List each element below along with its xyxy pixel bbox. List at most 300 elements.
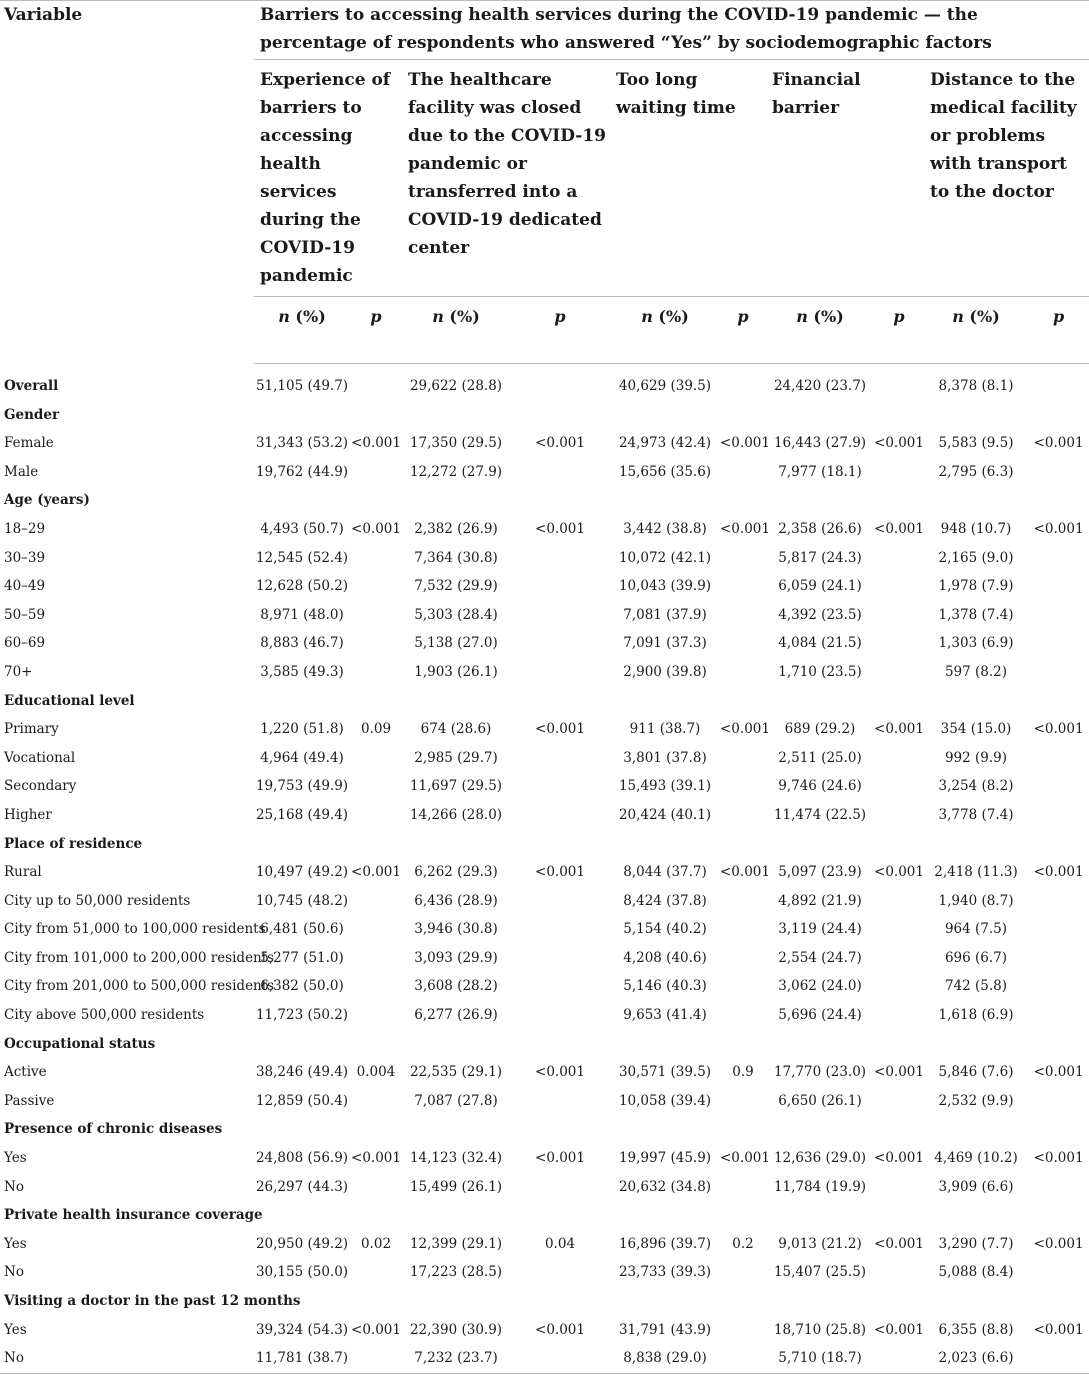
count-percent-cell: 4,084 (21.5): [778, 635, 862, 652]
p-value-cell: <0.001: [874, 435, 924, 452]
p-value-cell: <0.001: [720, 721, 770, 738]
p-value-cell: [350, 1258, 402, 1287]
count-percent-cell: 1,220 (51.8): [260, 721, 344, 738]
p-value-cell: [874, 629, 924, 658]
count-percent-cell: 689 (29.2): [784, 721, 856, 738]
count-percent-cell: 4,892 (21.9): [778, 892, 862, 909]
p-value-cell: <0.001: [535, 1150, 585, 1167]
row-label: City from 51,000 to 100,000 residents: [4, 921, 266, 938]
p-value-cell: <0.001: [874, 1150, 924, 1167]
p-value-cell: <0.001: [874, 1235, 924, 1252]
p-value-cell: [1028, 772, 1089, 801]
p-value-cell: [1028, 1258, 1089, 1287]
row-label: 60–69: [4, 635, 46, 652]
p-value-cell: [350, 744, 402, 773]
count-percent-cell: 8,838 (29.0): [610, 1344, 720, 1373]
table-row: [0, 772, 1089, 801]
count-percent-cell: 7,087 (27.8): [414, 1092, 498, 1109]
p-value-cell: <0.001: [720, 435, 770, 452]
count-percent-cell: 10,072 (42.1): [618, 549, 712, 566]
count-percent-cell: 5,817 (24.3): [778, 549, 862, 566]
p-value-cell: [510, 944, 610, 973]
p-value-cell: [510, 1173, 610, 1202]
p-value-cell: [1028, 364, 1089, 401]
p-value-cell: [510, 915, 610, 944]
p-value-cell: [510, 972, 610, 1001]
row-label: City from 201,000 to 500,000 residents: [4, 978, 275, 995]
row-label: Yes: [4, 1235, 27, 1252]
p-value-cell: [510, 1344, 610, 1373]
table-row: [0, 1316, 1089, 1345]
p-value-cell: [874, 1087, 924, 1116]
p-value-cell: [874, 1173, 924, 1202]
count-percent-cell: 12,545 (52.4): [255, 549, 349, 566]
p-value-cell: [874, 572, 924, 601]
p-symbol: p: [737, 307, 749, 326]
row-label: 30–39: [4, 549, 46, 566]
p-value-cell: [874, 1001, 924, 1030]
count-percent-cell: 8,883 (46.7): [260, 635, 344, 652]
count-percent-cell: 1,378 (7.4): [938, 606, 1014, 623]
count-percent-cell: 6,650 (26.1): [778, 1092, 862, 1109]
count-percent-cell: 2,795 (6.3): [938, 463, 1014, 480]
p-value-cell: [720, 458, 766, 487]
count-percent-cell: 39,324 (54.3): [255, 1321, 349, 1338]
n-symbol: n: [432, 307, 444, 326]
p-value-cell: [720, 1344, 766, 1373]
count-percent-cell: 911 (38.7): [629, 721, 701, 738]
count-percent-cell: 12,272 (27.9): [409, 463, 503, 480]
count-percent-cell: 948 (10.7): [940, 520, 1012, 537]
count-percent-cell: 5,154 (40.2): [623, 921, 707, 938]
p-value-cell: [720, 1087, 766, 1116]
p-value-cell: <0.001: [535, 520, 585, 537]
section-header-row: [0, 1115, 1089, 1144]
count-percent-cell: 6,382 (50.0): [260, 978, 344, 995]
count-percent-cell: 5,138 (27.0): [414, 635, 498, 652]
count-percent-cell: 6,059 (24.1): [778, 578, 862, 595]
p-value-cell: [874, 658, 924, 687]
count-percent-cell: 5,710 (18.7): [766, 1344, 874, 1373]
count-percent-cell: 3,608 (28.2): [414, 978, 498, 995]
count-percent-cell: 17,223 (28.5): [409, 1264, 503, 1281]
percent-label: (%): [963, 307, 1000, 326]
row-label: City up to 50,000 residents: [4, 892, 191, 909]
p-value-cell: [720, 1001, 766, 1030]
count-percent-cell: 8,378 (8.1): [938, 378, 1014, 394]
percent-label: (%): [652, 307, 689, 326]
percent-label: (%): [443, 307, 480, 326]
section-label: Educational level: [4, 692, 135, 709]
p-value-cell: <0.001: [535, 1321, 585, 1338]
column-header-facility-closed: The healthcare facility was closed due to the COVID-19 pandemic or transferred into a COVID-19 dedicated center: [402, 60, 610, 297]
count-percent-cell: 2,532 (9.9): [938, 1092, 1014, 1109]
section-header-row: [0, 1030, 1089, 1059]
p-value-cell: [720, 629, 766, 658]
n-percent-subheader: [254, 297, 350, 364]
p-value-cell: <0.001: [351, 520, 401, 537]
count-percent-cell: 6,481 (50.6): [260, 921, 344, 938]
count-percent-cell: 29,622 (28.8): [409, 378, 503, 394]
table-row: [0, 1173, 1089, 1202]
column-header-financial: Financial barrier: [766, 60, 924, 297]
count-percent-cell: 1,710 (23.5): [778, 663, 862, 680]
p-value-cell: <0.001: [720, 520, 770, 537]
p-value-cell: [720, 544, 766, 573]
p-value-subheader: [720, 297, 766, 364]
p-value-cell: [350, 1001, 402, 1030]
count-percent-cell: 7,081 (37.9): [623, 606, 707, 623]
p-value-cell: [720, 887, 766, 916]
row-label: 70+: [4, 663, 33, 680]
table-header: [0, 1, 1089, 364]
table-row: [0, 744, 1089, 773]
count-percent-cell: 31,791 (43.9): [618, 1321, 712, 1338]
p-value-cell: [350, 544, 402, 573]
p-value-subheader: [510, 297, 610, 364]
count-percent-cell: 10,745 (48.2): [255, 892, 349, 909]
table-row: [0, 1058, 1089, 1087]
table-row: [0, 858, 1089, 887]
n-percent-subheader: [610, 297, 720, 364]
p-value-cell: [510, 572, 610, 601]
table-row: [0, 458, 1089, 487]
count-percent-cell: 7,091 (37.3): [623, 635, 707, 652]
count-percent-cell: 674 (28.6): [420, 721, 492, 738]
p-value-cell: [1028, 1087, 1089, 1116]
count-percent-cell: 964 (7.5): [944, 921, 1008, 938]
n-percent-subheader: [766, 297, 874, 364]
count-percent-cell: 19,762 (44.9): [255, 463, 349, 480]
p-symbol: p: [1052, 307, 1065, 326]
p-value-cell: [350, 1173, 402, 1202]
count-percent-cell: 38,246 (49.4): [255, 1064, 349, 1081]
p-value-cell: [1028, 887, 1089, 916]
p-value-cell: [510, 364, 610, 401]
p-value-cell: [350, 1087, 402, 1116]
count-percent-cell: 3,909 (6.6): [938, 1178, 1014, 1195]
count-percent-cell: 3,778 (7.4): [938, 806, 1014, 823]
count-percent-cell: 3,254 (8.2): [938, 778, 1014, 795]
count-percent-cell: 51,105 (49.7): [255, 378, 349, 394]
p-value-cell: <0.001: [874, 1321, 924, 1338]
count-percent-cell: 11,781 (38.7): [254, 1344, 350, 1373]
section-header-row: [0, 486, 1089, 515]
p-value-cell: [874, 944, 924, 973]
section-label: Place of residence: [4, 835, 143, 852]
p-value-cell: [350, 915, 402, 944]
p-value-cell: [720, 1258, 766, 1287]
row-label: Vocational: [4, 749, 76, 766]
count-percent-cell: 19,753 (49.9): [255, 778, 349, 795]
table-row: [0, 429, 1089, 458]
p-value-cell: [874, 972, 924, 1001]
section-header-row: [0, 1287, 1089, 1316]
p-value-cell: 0.02: [360, 1235, 392, 1252]
count-percent-cell: 354 (15.0): [940, 721, 1012, 738]
p-value-cell: [350, 458, 402, 487]
count-percent-cell: 7,532 (29.9): [414, 578, 498, 595]
p-value-cell: [350, 887, 402, 916]
row-label: Rural: [4, 864, 42, 881]
count-percent-cell: 2,554 (24.7): [778, 949, 862, 966]
count-percent-cell: 11,474 (22.5): [773, 806, 867, 823]
row-label: Higher: [4, 806, 52, 823]
p-value-cell: [720, 572, 766, 601]
table-row: [0, 658, 1089, 687]
count-percent-cell: 1,940 (8.7): [938, 892, 1014, 909]
count-percent-cell: 22,535 (29.1): [409, 1064, 503, 1081]
row-label: No: [4, 1178, 24, 1195]
count-percent-cell: 3,442 (38.8): [623, 520, 707, 537]
row-label: No: [4, 1264, 24, 1281]
section-label: Private health insurance coverage: [4, 1207, 263, 1224]
p-value-cell: [350, 629, 402, 658]
section-header-row: [0, 687, 1089, 716]
p-value-cell: <0.001: [720, 1150, 770, 1167]
p-value-cell: [1028, 601, 1089, 630]
row-label: Overall: [4, 377, 59, 394]
p-value-subheader: [874, 297, 924, 364]
p-value-cell: <0.001: [535, 721, 585, 738]
p-value-cell: [874, 772, 924, 801]
p-value-cell: [720, 601, 766, 630]
count-percent-cell: 10,497 (49.2): [255, 864, 349, 881]
p-value-cell: [350, 572, 402, 601]
variable-column-header: Variable: [4, 5, 83, 25]
p-value-cell: [350, 972, 402, 1001]
p-value-cell: [510, 658, 610, 687]
count-percent-cell: 1,618 (6.9): [938, 1007, 1014, 1024]
column-header-experience: Experience of barriers to accessing health services during the COVID-19 pandemic: [254, 60, 402, 297]
table-row: [0, 572, 1089, 601]
count-percent-cell: 5,146 (40.3): [623, 978, 707, 995]
p-value-cell: <0.001: [535, 864, 585, 881]
p-symbol: p: [370, 307, 382, 326]
p-value-cell: [874, 1258, 924, 1287]
count-percent-cell: 14,266 (28.0): [409, 806, 503, 823]
count-percent-cell: 3,946 (30.8): [414, 921, 498, 938]
count-percent-cell: 992 (9.9): [944, 749, 1008, 766]
p-value-cell: <0.001: [874, 1064, 924, 1081]
count-percent-cell: 696 (6.7): [944, 949, 1008, 966]
percent-label: (%): [807, 307, 844, 326]
count-percent-cell: 20,424 (40.1): [618, 806, 712, 823]
p-value-cell: <0.001: [351, 864, 401, 881]
table-row: [0, 364, 1089, 401]
count-percent-cell: 2,382 (26.9): [414, 520, 498, 537]
p-value-cell: [720, 801, 766, 830]
table-row: [0, 1344, 1089, 1373]
table-row: [0, 601, 1089, 630]
p-value-cell: <0.001: [351, 435, 401, 452]
count-percent-cell: 4,469 (10.2): [934, 1150, 1018, 1167]
count-percent-cell: 26,297 (44.3): [255, 1178, 349, 1195]
p-value-cell: [720, 972, 766, 1001]
p-value-cell: [720, 915, 766, 944]
count-percent-cell: 7,977 (18.1): [778, 463, 862, 480]
count-percent-cell: 2,023 (6.6): [924, 1344, 1028, 1373]
row-label: Yes: [4, 1150, 27, 1167]
table-row: [0, 944, 1089, 973]
count-percent-cell: 5,696 (24.4): [778, 1007, 862, 1024]
p-value-cell: 0.004: [356, 1064, 396, 1081]
count-percent-cell: 1,303 (6.9): [938, 635, 1014, 652]
count-percent-cell: 16,443 (27.9): [773, 435, 867, 452]
count-percent-cell: 9,013 (21.2): [778, 1235, 862, 1252]
count-percent-cell: 24,973 (42.4): [618, 435, 712, 452]
count-percent-cell: 9,653 (41.4): [623, 1007, 707, 1024]
p-value-cell: <0.001: [351, 1150, 401, 1167]
p-value-cell: 0.04: [544, 1235, 576, 1252]
count-percent-cell: 5,088 (8.4): [938, 1264, 1014, 1281]
count-percent-cell: 8,971 (48.0): [260, 606, 344, 623]
count-percent-cell: 7,232 (23.7): [402, 1344, 510, 1373]
row-label: Active: [4, 1064, 47, 1081]
row-label: Passive: [4, 1092, 55, 1109]
p-value-cell: [1028, 1344, 1089, 1373]
count-percent-cell: 3,119 (24.4): [778, 921, 862, 938]
count-percent-cell: 3,585 (49.3): [260, 663, 344, 680]
count-percent-cell: 24,808 (56.9): [255, 1150, 349, 1167]
p-value-cell: <0.001: [1033, 864, 1084, 881]
p-value-cell: [720, 944, 766, 973]
p-value-cell: <0.001: [351, 1321, 401, 1338]
section-header-row: [0, 1201, 1089, 1230]
count-percent-cell: 9,746 (24.6): [778, 778, 862, 795]
count-percent-cell: 18,710 (25.8): [773, 1321, 867, 1338]
p-value-cell: [1028, 972, 1089, 1001]
p-symbol: p: [554, 307, 566, 326]
row-label: 40–49: [4, 578, 46, 595]
p-value-cell: <0.001: [874, 520, 924, 537]
p-value-cell: <0.001: [1033, 1150, 1084, 1167]
p-value-cell: [510, 544, 610, 573]
count-percent-cell: 4,392 (23.5): [778, 606, 862, 623]
count-percent-cell: 12,399 (29.1): [409, 1235, 503, 1252]
count-percent-cell: 5,303 (28.4): [414, 606, 498, 623]
n-percent-subheader: [924, 297, 1028, 364]
p-value-cell: [874, 458, 924, 487]
count-percent-cell: 2,511 (25.0): [778, 749, 862, 766]
p-value-cell: 0.2: [732, 1235, 754, 1252]
count-percent-cell: 14,123 (32.4): [409, 1150, 503, 1167]
row-label: Primary: [4, 721, 59, 738]
count-percent-cell: 40,629 (39.5): [618, 378, 712, 394]
column-header-waiting-time: Too long waiting time: [610, 60, 766, 297]
count-percent-cell: 4,208 (40.6): [623, 949, 707, 966]
count-percent-cell: 22,390 (30.9): [409, 1321, 503, 1338]
p-value-subheader: [1028, 297, 1089, 364]
row-label: Male: [4, 463, 39, 480]
p-value-cell: [874, 915, 924, 944]
count-percent-cell: 20,950 (49.2): [255, 1235, 349, 1252]
count-percent-cell: 2,358 (26.6): [778, 520, 862, 537]
count-percent-cell: 11,697 (29.5): [409, 778, 503, 795]
row-label: 18–29: [4, 520, 46, 537]
count-percent-cell: 16,896 (39.7): [618, 1235, 712, 1252]
p-value-cell: [720, 1173, 766, 1202]
p-value-cell: [510, 458, 610, 487]
row-label: City from 101,000 to 200,000 residents: [4, 949, 275, 966]
count-percent-cell: 2,900 (39.8): [623, 663, 707, 680]
count-percent-cell: 30,155 (50.0): [255, 1264, 349, 1281]
count-percent-cell: 31,343 (53.2): [255, 435, 349, 452]
count-percent-cell: 19,997 (45.9): [618, 1150, 712, 1167]
p-value-cell: [720, 1316, 766, 1345]
p-value-cell: <0.001: [1033, 721, 1084, 738]
p-value-cell: [1028, 629, 1089, 658]
row-label: Yes: [4, 1321, 27, 1338]
p-value-cell: [350, 1344, 402, 1373]
p-value-cell: [874, 601, 924, 630]
section-header-row: [0, 830, 1089, 859]
table-row: [0, 629, 1089, 658]
n-symbol: n: [952, 307, 964, 326]
count-percent-cell: 12,628 (50.2): [255, 578, 349, 595]
count-percent-cell: 2,418 (11.3): [934, 864, 1018, 881]
count-percent-cell: 17,770 (23.0): [773, 1064, 867, 1081]
p-value-cell: 0.09: [360, 721, 392, 738]
percent-label: (%): [289, 307, 326, 326]
table-row: [0, 715, 1089, 744]
count-percent-cell: 1,978 (7.9): [938, 578, 1014, 595]
count-percent-cell: 5,846 (7.6): [938, 1064, 1014, 1081]
p-value-cell: [1028, 658, 1089, 687]
n-symbol: n: [278, 307, 290, 326]
table-row: [0, 801, 1089, 830]
count-percent-cell: 3,290 (7.7): [938, 1235, 1014, 1252]
count-percent-cell: 3,062 (24.0): [778, 978, 862, 995]
p-value-cell: <0.001: [535, 435, 585, 452]
table-row: [0, 915, 1089, 944]
row-label: No: [0, 1344, 254, 1373]
p-value-cell: [350, 801, 402, 830]
p-symbol: p: [893, 307, 905, 326]
count-percent-cell: 4,493 (50.7): [260, 520, 344, 537]
count-percent-cell: 6,262 (29.3): [414, 864, 498, 881]
p-value-cell: [350, 772, 402, 801]
p-value-cell: <0.001: [720, 864, 770, 881]
row-label: 50–59: [4, 606, 46, 623]
count-percent-cell: 17,350 (29.5): [409, 435, 503, 452]
count-percent-cell: 8,044 (37.7): [623, 864, 707, 881]
count-percent-cell: 1,903 (26.1): [414, 663, 498, 680]
count-percent-cell: 12,636 (29.0): [773, 1150, 867, 1167]
section-header-row: [0, 401, 1089, 430]
count-percent-cell: 6,277 (26.9): [414, 1007, 498, 1024]
p-value-cell: <0.001: [535, 1064, 585, 1081]
table-body: [0, 364, 1089, 1374]
table-row: [0, 1001, 1089, 1030]
table-row: [0, 1087, 1089, 1116]
p-value-cell: [510, 1087, 610, 1116]
count-percent-cell: 5,277 (51.0): [260, 949, 344, 966]
count-percent-cell: 742 (5.8): [944, 978, 1008, 995]
p-value-cell: <0.001: [1033, 520, 1084, 537]
count-percent-cell: 4,964 (49.4): [260, 749, 344, 766]
count-percent-cell: 6,436 (28.9): [414, 892, 498, 909]
count-percent-cell: 25,168 (49.4): [255, 806, 349, 823]
section-label: Presence of chronic diseases: [4, 1121, 223, 1138]
count-percent-cell: 15,656 (35.6): [618, 463, 712, 480]
p-value-cell: [1028, 1001, 1089, 1030]
n-percent-subheader: [402, 297, 510, 364]
p-value-cell: [720, 744, 766, 773]
p-value-cell: [720, 772, 766, 801]
p-value-cell: [874, 364, 924, 401]
table-group-title: Barriers to accessing health services during the COVID-19 pandemic — the percentage of respondents who answered “Yes” by sociodemographic factors: [254, 1, 1089, 60]
